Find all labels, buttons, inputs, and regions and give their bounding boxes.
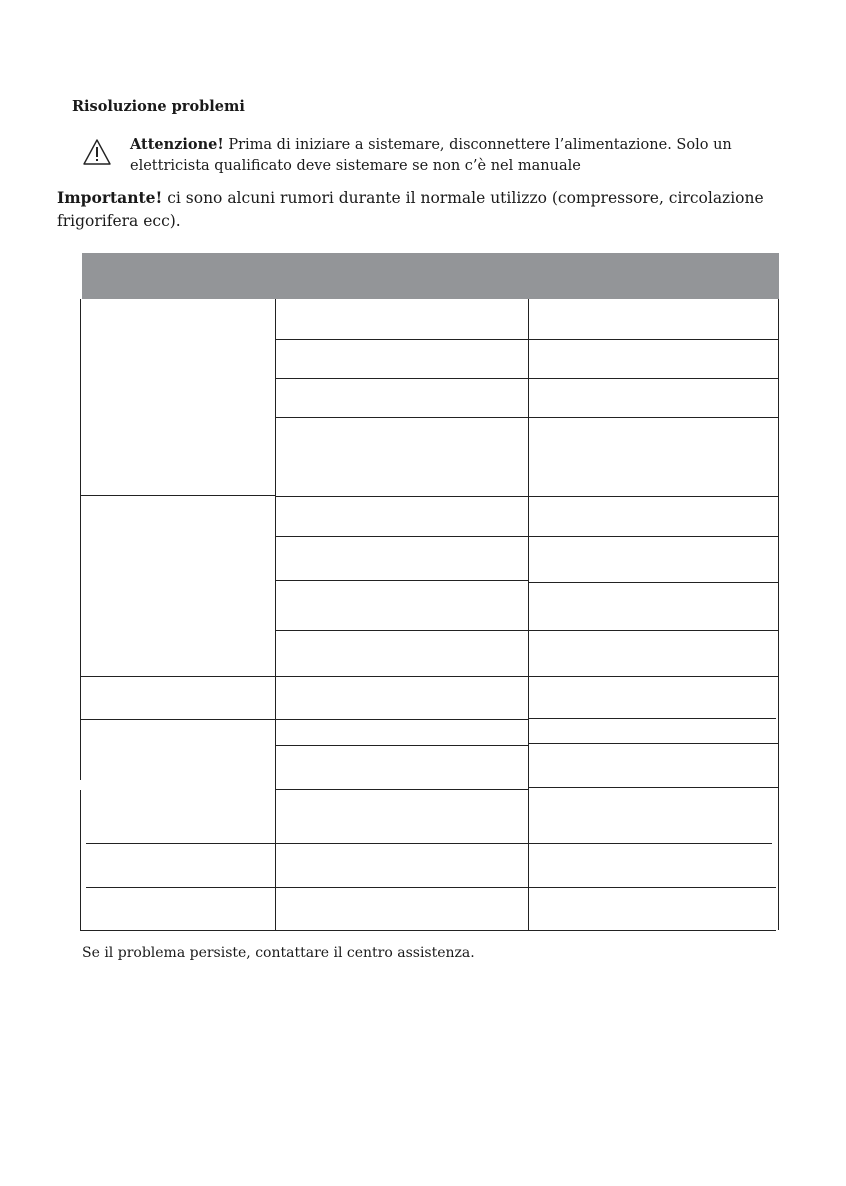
warning-label: Attenzione! — [130, 136, 224, 153]
section-title: Risoluzione problemi — [72, 98, 245, 115]
footer-note: Se il problema persiste, contattare il centro assistenza. — [82, 945, 475, 961]
warning-body: Prima di iniziare a sistemare, disconnettere l’alimentazione. Solo un elettricista qualificato deve sistemare se non c’è nel manuale — [130, 137, 732, 174]
important-label: Importante! — [57, 188, 163, 207]
important-body: ci sono alcuni rumori durante il normale utilizzo (compressore, circolazione frigorifera ecc). — [57, 189, 764, 230]
